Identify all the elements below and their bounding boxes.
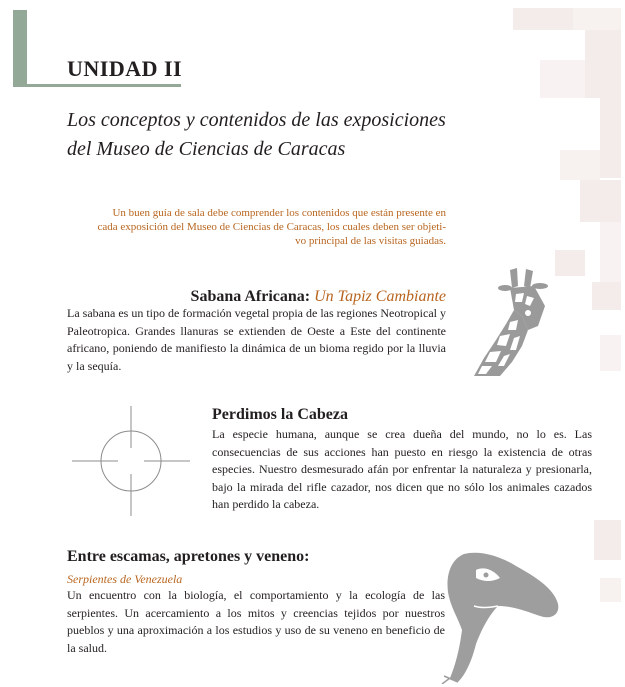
crosshair-icon [70, 406, 192, 516]
intro-line: vo principal de las visitas guiadas. [295, 235, 446, 247]
section-title-cabeza: Perdimos la Cabeza [212, 406, 348, 423]
page-subtitle [67, 106, 487, 164]
decor-block [600, 578, 621, 602]
subtitle-line: Los conceptos y contenidos de las exposiciones [67, 109, 446, 131]
section-body-serpientes: Un encuentro con la biología, el comportamiento y la ecología de las serpientes. Un acercamiento a los mitos y creencias tejidos por nuestros pueblos y una aproximación a los estudios y uso de su veneno en beneficio de la salud. [67, 588, 445, 655]
decor-block [594, 520, 621, 560]
decor-block [600, 335, 621, 371]
unit-title: UNIDAD II [67, 56, 183, 81]
section-title-text: Sabana Africana: [190, 288, 311, 305]
decor-block [580, 180, 621, 222]
intro-line: cada exposición del Museo de Ciencias de Caracas, los cuales deben ser objeti- [97, 221, 446, 233]
unit-accent-bar [13, 10, 27, 85]
decor-block [513, 8, 573, 30]
decor-block [573, 8, 621, 30]
section-title-sabana [191, 288, 446, 306]
subtitle-line: del Museo de Ciencias de Caracas [67, 138, 346, 160]
giraffe-icon [470, 266, 562, 378]
decor-block [540, 60, 585, 98]
section-subtitle-serpientes: Serpientes de Venezuela [67, 572, 183, 586]
unit-underline [13, 84, 181, 87]
snake-icon [436, 548, 562, 684]
intro-paragraph [60, 206, 446, 248]
decor-block [560, 150, 600, 180]
decor-block [585, 30, 621, 98]
decor-block [600, 98, 621, 178]
section-title-serpientes: Entre escamas, apretones y veneno: [67, 548, 310, 565]
section-title-italic: Un Tapiz Cambiante [314, 288, 446, 305]
intro-line: Un buen guía de sala debe comprender los contenidos que están presente en [112, 207, 446, 219]
decor-block [592, 282, 621, 310]
decor-block [600, 222, 621, 282]
section-body-cabeza: La especie humana, aunque se crea dueña del mundo, no lo es. Las consecuencias de sus acciones han puesto en riesgo la existencia de otras especies. Nuestro desmesurado afán por enfrentar la naturaleza y presionarla, bajo la mirada del rifle cazador, nos dicen que no sólo los animales cazados han perdido la cabeza. [212, 427, 592, 512]
section-body-sabana: La sabana es un tipo de formación vegetal propia de las regiones Neotropical y Paleotropica. Grandes llanuras se extienden de Oeste a Este del continente africano, poniendo de manifiesto la dinámica de un bioma regido por la lluvia y la sequía. [67, 306, 446, 373]
